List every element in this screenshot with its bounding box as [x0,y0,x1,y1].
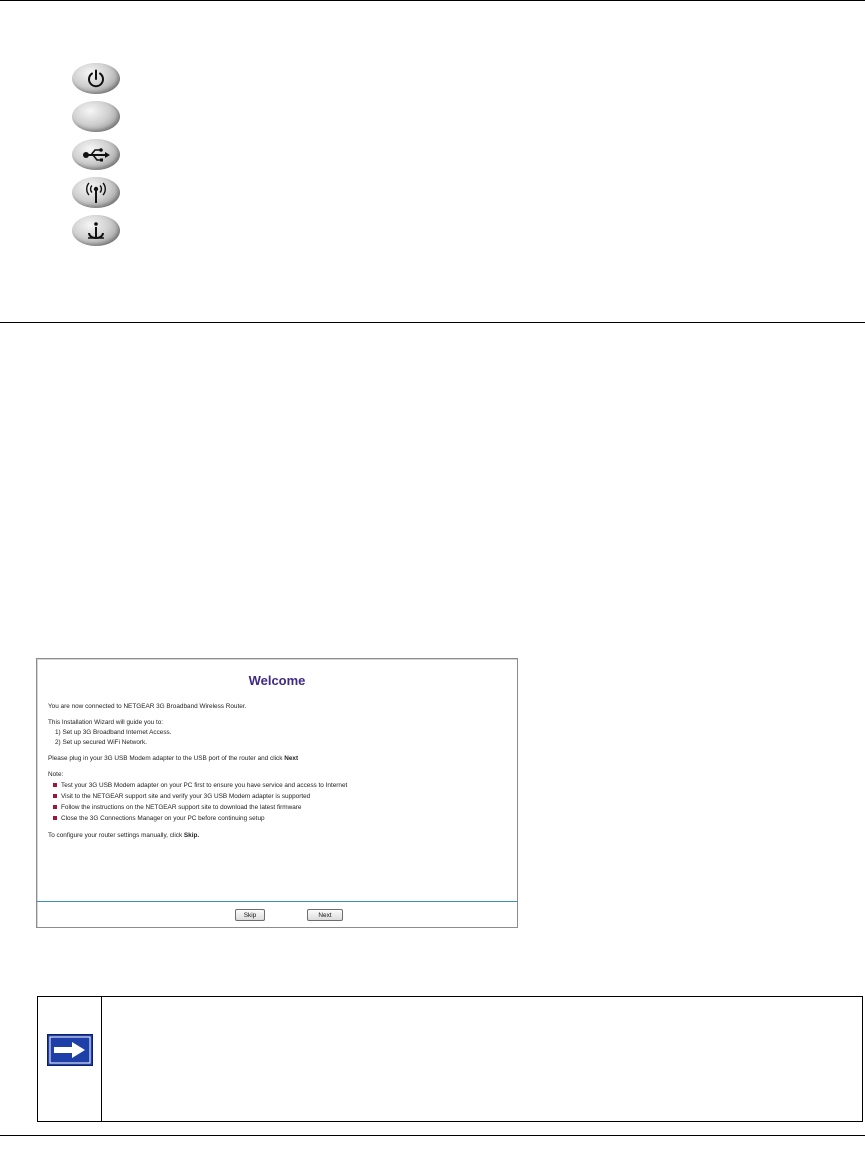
wizard-manual-text: To configure your router settings manually, click [48,832,184,839]
internet-icon [85,220,107,242]
wizard-step: 2) Set up secured WiFi Network. [55,739,147,746]
bullet-icon [53,816,57,820]
power-led-icon [72,63,120,94]
wireless-icon [83,181,109,205]
top-rule [0,0,865,1]
blank-led-icon [72,101,120,132]
wizard-note-text: Visit to the NETGEAR support site and verify your 3G USB Modem adapter is supported [61,793,311,800]
arrow-right-icon [47,1034,93,1066]
wizard-note-label: Note: [48,771,64,778]
wizard-note-item [53,793,310,800]
wizard-note-item [53,815,265,822]
wireless-led-icon [72,177,120,208]
next-button[interactable]: Next [307,909,343,921]
wizard-intro: You are now connected to NETGEAR 3G Broadband Wireless Router. [48,703,247,710]
wizard-title: Welcome [248,673,306,688]
section-rule [0,322,865,323]
skip-button[interactable]: Skip [235,909,265,921]
wizard-manual-instruction [48,832,199,839]
wizard-divider [37,901,517,902]
bullet-icon [53,794,57,798]
wizard-note-item [53,782,347,789]
wizard-step: 1) Set up 3G Broadband Internet Access. [55,729,172,736]
note-icon-cell [38,997,102,1121]
bullet-icon [53,805,57,809]
usb-led-icon [72,139,120,170]
wizard-note-text: Close the 3G Connections Manager on your PC before continuing setup [61,815,265,822]
note-box [37,996,863,1122]
power-icon [85,68,107,90]
internet-led-icon [72,215,120,246]
welcome-wizard-screenshot [36,658,518,928]
wizard-plug-bold: Next [284,755,299,762]
wizard-plug-text: Please plug in your 3G USB Modem adapter to the USB port of the router and click [48,755,285,762]
wizard-plug-instruction [48,755,298,762]
wizard-guide: This Installation Wizard will guide you to: [48,719,164,726]
usb-icon [81,146,111,164]
wizard-note-text: Follow the instructions on the NETGEAR support site to download the latest firmware [61,804,302,811]
bullet-icon [53,783,57,787]
wizard-note-item [53,804,301,811]
bottom-rule [0,1135,865,1136]
wizard-manual-bold: Skip. [183,832,200,839]
wizard-note-text: Test your 3G USB Modem adapter on your PC first to ensure you have service and access to Internet [61,782,348,789]
